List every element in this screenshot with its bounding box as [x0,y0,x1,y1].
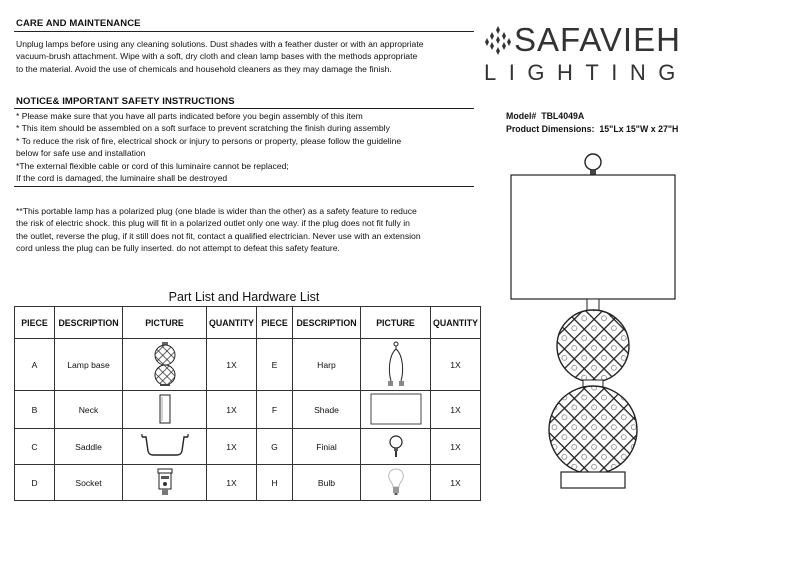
safety-line: *The external flexible cable or cord of this luminaire cannot be replaced; [16,160,289,171]
safety-line: If the cord is damaged, the luminaire shall be destroyed [16,173,228,184]
col-header-description: DESCRIPTION [55,307,123,339]
brand-name: SAFAVIEH [514,21,681,58]
col-header-description: DESCRIPTION [293,307,361,339]
quantity-cell: 1X [207,465,257,501]
safety-text [16,110,401,184]
description-cell: Saddle [55,429,123,465]
plug-line: the risk of electric shock. this plug will fit in a polarized outlet only one way. if the plug does not fit fully in [16,218,410,229]
quantity-cell: 1X [207,429,257,465]
description-cell: Harp [293,339,361,391]
table-row [15,339,481,391]
picture-cell [123,339,207,391]
col-header-piece: PIECE [15,307,55,339]
plug-line: **This portable lamp has a polarized plug (one blade is wider than the other) as a safety feature to reduce [16,206,417,216]
quantity-cell: 1X [207,339,257,391]
model-line [506,110,678,123]
parts-header-row [15,307,481,339]
care-heading: CARE AND MAINTENANCE [16,18,141,29]
plug-note [16,205,421,255]
model-value: TBL4049A [541,111,585,121]
model-label: Model# [506,111,537,121]
quantity-cell: 1X [431,429,481,465]
piece-cell: F [257,391,293,429]
picture-cell [123,429,207,465]
product-specs [506,110,678,136]
quantity-cell: 1X [431,465,481,501]
col-header-picture: PICTURE [123,307,207,339]
quantity-cell: 1X [207,391,257,429]
parts-title: Part List and Hardware List [168,290,320,304]
plug-line: cord unless the plug can be fully inserted. do not attempt to defeat this safety feature. [16,243,340,254]
socket-icon [156,467,174,497]
piece-cell: D [15,465,55,501]
safety-line: * Please make sure that you have all parts indicated before you begin assembly of this item [16,111,363,121]
care-line: vacuum-brush attachment. Wipe with a soft, dry cloth and clean lamp bases with the methods appropriate [16,51,418,62]
lamp-illustration [505,150,685,495]
safety-bottom-divider [14,186,474,187]
description-cell: Bulb [293,465,361,501]
safety-line: * This item should be assembled on a soft surface to prevent scratching the finish during assembly [16,123,390,134]
neck-icon [157,393,173,425]
care-line: to the material. Avoid the use of chemicals and household cleaners as they may damage the finish. [16,63,392,74]
shade-icon [370,393,422,425]
safety-line: below for safe use and installation [16,148,146,159]
parts-table [14,306,481,501]
saddle-icon [139,433,191,459]
piece-cell: G [257,429,293,465]
picture-cell [361,391,431,429]
piece-cell: C [15,429,55,465]
finial-icon [388,433,404,459]
picture-cell [361,429,431,465]
dimensions-value: 15"Lx 15"W x 27"H [599,124,679,134]
quantity-cell: 1X [431,391,481,429]
safety-heading: NOTICE& IMPORTANT SAFETY INSTRUCTIONS [16,96,235,107]
description-cell: Socket [55,465,123,501]
dimensions-line [506,123,678,136]
table-row [15,465,481,501]
brand-logo [484,22,694,88]
dimensions-label: Product Dimensions: [506,124,595,134]
piece-cell: B [15,391,55,429]
description-cell: Finial [293,429,361,465]
col-header-picture: PICTURE [361,307,431,339]
lamp-base-icon [150,342,180,386]
piece-cell: E [257,339,293,391]
picture-cell [361,465,431,501]
care-line: Unplug lamps before using any cleaning solutions. Dust shades with a feather duster or with an appropriate [16,39,424,49]
chandelier-icon [484,26,512,56]
description-cell: Lamp base [55,339,123,391]
safety-divider [14,108,474,109]
harp-icon [385,341,407,387]
picture-cell [123,465,207,501]
description-cell: Shade [293,391,361,429]
table-row [15,429,481,465]
col-header-quantity: QUANTITY [431,307,481,339]
description-cell: Neck [55,391,123,429]
table-row [15,391,481,429]
piece-cell: A [15,339,55,391]
care-text [16,38,424,75]
plug-line: the outlet, reverse the plug, if it still does not fit, contact a qualified electrician. Never use with an extension [16,230,421,241]
piece-cell: H [257,465,293,501]
care-divider [14,31,474,32]
picture-cell [361,339,431,391]
quantity-cell: 1X [431,339,481,391]
safety-line: * To reduce the risk of fire, electrical shock or injury to persons or property, please follow the guideline [16,135,402,146]
bulb-icon [387,467,405,497]
col-header-piece: PIECE [257,307,293,339]
brand-sub: LIGHTING [484,60,688,85]
picture-cell [123,391,207,429]
col-header-quantity: QUANTITY [207,307,257,339]
